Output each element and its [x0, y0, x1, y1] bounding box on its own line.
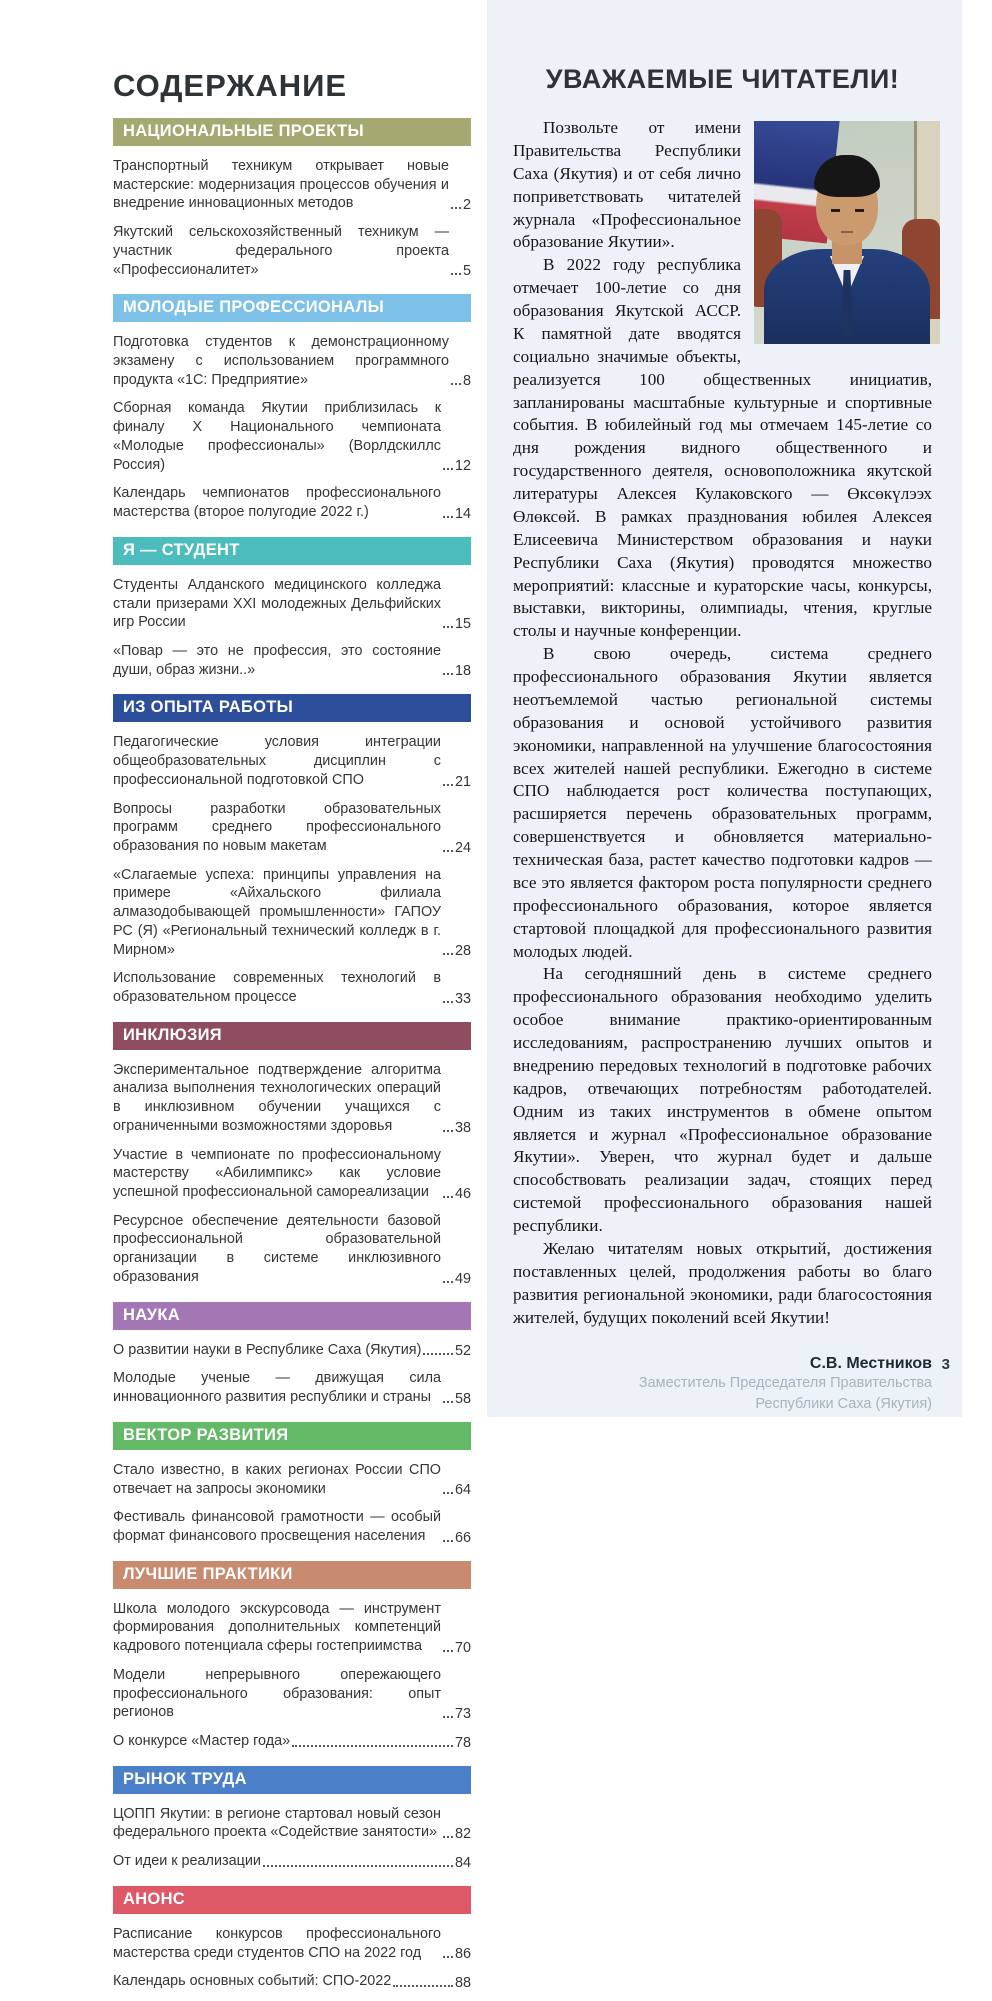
toc-entry-title[interactable]: Школа молодого экскурсовода — инструмент формирования дополнительных компетенций кадрового потенциала сферы гостеприимства	[113, 1600, 441, 1655]
toc-section-entries	[113, 1805, 471, 1871]
toc-entry-page-number: 66	[454, 1529, 471, 1546]
toc-entry-title[interactable]: «Повар — это не профессия, это состояние души, образ жизни..»	[113, 642, 441, 678]
letter-panel	[487, 0, 962, 1417]
toc-section-entries	[113, 1341, 471, 1407]
signature-role-line1: Заместитель Председателя Правительства	[638, 1375, 932, 1392]
toc-entry-dot-leader	[451, 207, 461, 209]
toc-entry-title[interactable]: От идеи к реализации	[113, 1853, 261, 1870]
toc-entry[interactable]	[113, 800, 471, 856]
toc-entry-page-number: 86	[454, 1946, 471, 1963]
toc-entry-page-number: 64	[454, 1482, 471, 1499]
toc-section	[113, 1422, 471, 1546]
toc-entry-title[interactable]: Ресурсное обеспечение деятельности базовой профессиональной образовательной организации в системе инклюзивного образования	[113, 1212, 441, 1285]
toc-entry[interactable]	[113, 866, 471, 960]
toc-section	[113, 294, 471, 521]
toc-section-label: ИЗ ОПЫТА РАБОТЫ	[123, 698, 294, 717]
letter-title: УВАЖАЕМЫЕ ЧИТАТЕЛИ!	[545, 64, 900, 94]
toc-entry-dot-leader	[443, 1492, 453, 1494]
toc-entry-page-number: 2	[462, 197, 471, 214]
toc-section-header	[113, 1766, 471, 1794]
toc-entry-title[interactable]: О развитии науки в Республике Саха (Якутия)	[113, 1341, 422, 1358]
toc-section-header	[113, 694, 471, 722]
toc-entry-title[interactable]: «Слагаемые успеха: принципы управления на примере «Айхальского филиала алмазодобывающей промышленности» ГАПОУ РС (Я) «Региональный технический колледж в г. Мирном»	[113, 866, 441, 958]
toc-section-label: АНОНС	[123, 1889, 185, 1908]
toc-column	[113, 68, 471, 2001]
toc-entry-dot-leader	[443, 850, 453, 852]
letter-paragraph: Желаю читателям новых открытий, достижения поставленных целей, продолжения работы во благо развития региональной экономики, ради благосостояния жителей, будущих поколений всей Якутии!	[513, 1238, 932, 1327]
toc-entry-page-number: 12	[454, 458, 471, 475]
toc-section-header	[113, 118, 471, 146]
toc-section-header	[113, 1022, 471, 1050]
toc-sections	[113, 118, 471, 1991]
toc-section	[113, 1561, 471, 1751]
toc-entry-dot-leader	[443, 1130, 453, 1132]
toc-entry-title[interactable]: Сборная команда Якутии приблизилась к финалу X Национального чемпионата «Молодые профессионалы» (Ворлдскиллс Россия)	[113, 400, 441, 473]
toc-section-header	[113, 294, 471, 322]
toc-section	[113, 1302, 471, 1407]
toc-section-header	[113, 1422, 471, 1450]
toc-entry[interactable]	[113, 576, 471, 632]
toc-entry-dot-leader	[451, 383, 461, 385]
toc-entry-dot-leader	[443, 1716, 453, 1718]
toc-entry[interactable]	[113, 1732, 471, 1751]
toc-entry[interactable]	[113, 399, 471, 474]
toc-section	[113, 118, 471, 279]
toc-entry-dot-leader	[393, 1985, 453, 1987]
toc-entry-dot-leader	[443, 516, 453, 518]
letter-paragraph: В свою очередь, система среднего профессионального образования Якутии является неотъемлемой частью региональной системы образования и основой устойчивого развития экономики, направленной на улучшение благосостояния всех жителей нашей республики. Ежегодно в системе СПО наблюдается рост количества поступающих, расширяется перечень образовательных программ, совершенствуется и обновляется материально-техническая база, растет качество подготовки кадров — все это является фактором роста популярности среднего профессионального образования, которое является стартовой площадкой для профессионального развития молодых людей.	[513, 644, 932, 961]
toc-entry-dot-leader	[443, 673, 453, 675]
toc-entry-dot-leader	[443, 953, 453, 955]
toc-section-entries	[113, 1925, 471, 1991]
toc-entry-dot-leader	[443, 784, 453, 786]
letter-paragraph: На сегодняшний день в системе среднего профессионального образования необходимо уделить особое внимание практико-ориентированным исследованиям, распространению лучших опытов и внедрению передовых технологий в подготовке рабочих кадров, отвечающих потребностям работодателей. Одним из таких инструментов в обмене опытом является и журнал «Профессиональное образование Якутии». Уверен, что журнал будет и дальше способствовать реализации задач, стоящих перед системой профессионального образования нашей республики.	[513, 964, 932, 1235]
toc-entry-dot-leader	[292, 1745, 453, 1747]
toc-entry-page-number: 21	[454, 773, 471, 790]
toc-entry-title[interactable]: Модели непрерывного опережающего профессионального образования: опыт регионов	[113, 1666, 441, 1721]
toc-entry-page-number: 24	[454, 839, 471, 856]
toc-entry-page-number: 52	[454, 1343, 471, 1360]
toc-entry[interactable]	[113, 1369, 471, 1406]
toc-entry-page-number: 73	[454, 1705, 471, 1722]
photo-eye-right	[855, 209, 864, 212]
signature-role-line2: Республики Саха (Якутия)	[755, 1395, 932, 1412]
toc-entry[interactable]	[113, 1852, 471, 1871]
toc-entry-title[interactable]: Якутский сельскохозяйственный техникум — участник федерального проекта «Профессионалитет»	[113, 224, 449, 278]
toc-section	[113, 1886, 471, 1991]
toc-entry-title[interactable]: О конкурсе «Мастер года»	[113, 1732, 291, 1749]
toc-entry-title[interactable]: Вопросы разработки образовательных программ среднего профессионального образования по новым макетам	[113, 800, 441, 854]
toc-entry-dot-leader	[263, 1865, 453, 1867]
toc-entry-page-number: 38	[454, 1119, 471, 1136]
toc-entry-page-number: 5	[462, 263, 471, 280]
toc-section-entries	[113, 576, 471, 680]
letter-paragraph: В 2022 году республика отмечает 100-летие со дня образования Якутской АССР. К памятной дате вводятся социально значимые объекты, реализуется 100 общественных инициатив, запланированы масштабные культурные и спортивные события. В юбилейный год мы отмечаем 145-летие со дня рождения видного общественного и государственного деятеля, основоположника якутской литературы Алексея Кулаковского — Өксөкүлээх Өлөксөй. В рамках празднования юбилея Алексея Елисеевича Министерством образования и науки Республики Саха (Якутия) проводятся множество мероприятий: классные и кураторские часы, конкурсы, выставки, викторины, олимпиады, чтения, круглые столы и научные конференции.	[513, 255, 932, 641]
toc-entry-title[interactable]: Участие в чемпионате по профессиональному мастерству «Абилимпикс» как условие успешной профессиональной самореализации	[113, 1146, 441, 1201]
toc-entry-page-number: 18	[454, 663, 471, 680]
toc-entry-title[interactable]: Подготовка студентов к демонстрационному экзамену с использованием программного продукта «1С: Предприятие»	[113, 334, 449, 388]
toc-entry[interactable]	[113, 1341, 471, 1360]
toc-entry-page-number: 49	[454, 1270, 471, 1287]
toc-entry[interactable]	[113, 1461, 471, 1498]
letter-content	[487, 0, 962, 1414]
toc-entry-title[interactable]: ЦОПП Якутии: в регионе стартовал новый сезон федерального проекта «Содействие занятости»	[113, 1805, 441, 1841]
toc-entry[interactable]	[113, 1805, 471, 1842]
toc-entry-dot-leader	[443, 1540, 453, 1542]
toc-entry-page-number: 70	[454, 1639, 471, 1656]
toc-section-label: ВЕКТОР РАЗВИТИЯ	[123, 1425, 289, 1444]
toc-entry[interactable]	[113, 969, 471, 1006]
toc-entry-dot-leader	[443, 1401, 453, 1403]
toc-section	[113, 1766, 471, 1871]
toc-entry-dot-leader	[443, 1196, 453, 1198]
toc-entry-page-number: 78	[454, 1734, 471, 1751]
toc-entry-title[interactable]: Педагогические условия интеграции общеобразовательных дисциплин с профессиональной подготовкой СПО	[113, 734, 441, 788]
toc-section-entries	[113, 1061, 471, 1287]
toc-entry[interactable]	[113, 157, 471, 213]
toc-entry-page-number: 14	[454, 505, 471, 522]
toc-section-entries	[113, 157, 471, 279]
toc-entry[interactable]	[113, 1600, 471, 1656]
toc-entry-dot-leader	[443, 1650, 453, 1652]
toc-entry-title[interactable]: Фестиваль финансовой грамотности — особый формат финансового просвещения населения	[113, 1509, 441, 1544]
toc-entry-page-number: 88	[454, 1975, 471, 1991]
toc-section-entries	[113, 1461, 471, 1546]
toc-section-entries	[113, 1600, 471, 1751]
toc-section-entries	[113, 333, 471, 521]
letter-paragraph: Позвольте от имени Правительства Республики Саха (Якутия) и от себя лично поприветствовать читателей журнала «Профессиональное образование Якутии».	[513, 118, 741, 252]
page-number: 3	[941, 1356, 950, 1373]
toc-section-entries	[113, 733, 471, 1006]
toc-section-header	[113, 537, 471, 565]
portrait-photo	[754, 121, 940, 344]
toc-entry-page-number: 58	[454, 1390, 471, 1407]
photo-hair	[814, 155, 880, 197]
toc-section-label: ИНКЛЮЗИЯ	[123, 1025, 222, 1044]
toc-entry-page-number: 46	[454, 1185, 471, 1202]
toc-section-header	[113, 1886, 471, 1914]
toc-entry[interactable]	[113, 223, 471, 279]
toc-entry-page-number: 8	[462, 373, 471, 390]
toc-entry-title[interactable]: Студенты Алданского медицинского колледжа стали призерами XXI молодежных Дельфийских игр России	[113, 576, 441, 631]
toc-entry-dot-leader	[443, 1956, 453, 1958]
toc-entry-dot-leader	[423, 1353, 453, 1355]
toc-title: СОДЕРЖАНИЕ	[113, 68, 348, 103]
toc-entry-dot-leader	[451, 273, 461, 275]
toc-entry-dot-leader	[443, 1281, 453, 1283]
toc-entry[interactable]	[113, 1146, 471, 1202]
toc-entry-page-number: 15	[454, 615, 471, 632]
toc-entry-title[interactable]: Экспериментальное подтверждение алгоритма анализа выполнения технологических операций в инклюзивном обучении учащихся с ограниченными возможностями здоровья	[113, 1061, 441, 1134]
toc-entry-title[interactable]: Расписание конкурсов профессионального мастерства среди студентов СПО на 2022 год	[113, 1925, 441, 1961]
toc-entry-dot-leader	[443, 468, 453, 470]
toc-entry[interactable]	[113, 1972, 471, 1991]
toc-entry-page-number: 82	[454, 1826, 471, 1843]
toc-section	[113, 1022, 471, 1287]
toc-entry-page-number: 28	[454, 943, 471, 960]
toc-entry[interactable]	[113, 1212, 471, 1287]
letter-body	[513, 117, 932, 1329]
toc-section-label: РЫНОК ТРУДА	[123, 1769, 247, 1788]
photo-mouth	[841, 231, 853, 233]
signature-name: С.В. Местников	[809, 1355, 932, 1373]
toc-entry[interactable]	[113, 1061, 471, 1136]
photo-eye-left	[831, 209, 840, 212]
toc-section-label: МОЛОДЫЕ ПРОФЕССИОНАЛЫ	[123, 298, 385, 317]
toc-entry-page-number: 84	[454, 1854, 471, 1871]
toc-entry-title[interactable]: Календарь чемпионатов профессионального мастерства (второе полугодие 2022 г.)	[113, 485, 441, 521]
toc-entry[interactable]	[113, 1508, 471, 1545]
toc-entry[interactable]	[113, 484, 471, 521]
toc-section-header	[113, 1561, 471, 1589]
toc-entry[interactable]	[113, 642, 471, 679]
toc-entry-dot-leader	[443, 1836, 453, 1838]
toc-entry[interactable]	[113, 733, 471, 789]
toc-entry[interactable]	[113, 333, 471, 389]
toc-entry-title[interactable]: Календарь основных событий: СПО-2022	[113, 1973, 392, 1990]
toc-section-label: НАЦИОНАЛЬНЫЕ ПРОЕКТЫ	[123, 122, 364, 140]
toc-entry-title[interactable]: Использование современных технологий в образовательном процессе	[113, 970, 441, 1005]
toc-section	[113, 694, 471, 1006]
toc-entry-dot-leader	[443, 1001, 453, 1003]
toc-entry-dot-leader	[443, 626, 453, 628]
toc-entry-title[interactable]: Молодые ученые — движущая сила инновационного развития республики и страны	[113, 1370, 441, 1406]
toc-entry-title[interactable]: Транспортный техникум открывает новые мастерские: модернизация процессов обучения и внедрение инновационных методов	[113, 158, 449, 212]
toc-entry[interactable]	[113, 1925, 471, 1962]
toc-section-label: Я — СТУДЕНТ	[123, 540, 240, 559]
toc-section-label: ЛУЧШИЕ ПРАКТИКИ	[123, 1564, 293, 1583]
toc-section-label: НАУКА	[123, 1305, 180, 1324]
toc-entry-page-number: 33	[454, 990, 471, 1007]
toc-entry[interactable]	[113, 1666, 471, 1722]
toc-section-header	[113, 1302, 471, 1330]
toc-section	[113, 537, 471, 680]
toc-entry-title[interactable]: Стало известно, в каких регионах России СПО отвечает на запросы экономики	[113, 1461, 441, 1497]
